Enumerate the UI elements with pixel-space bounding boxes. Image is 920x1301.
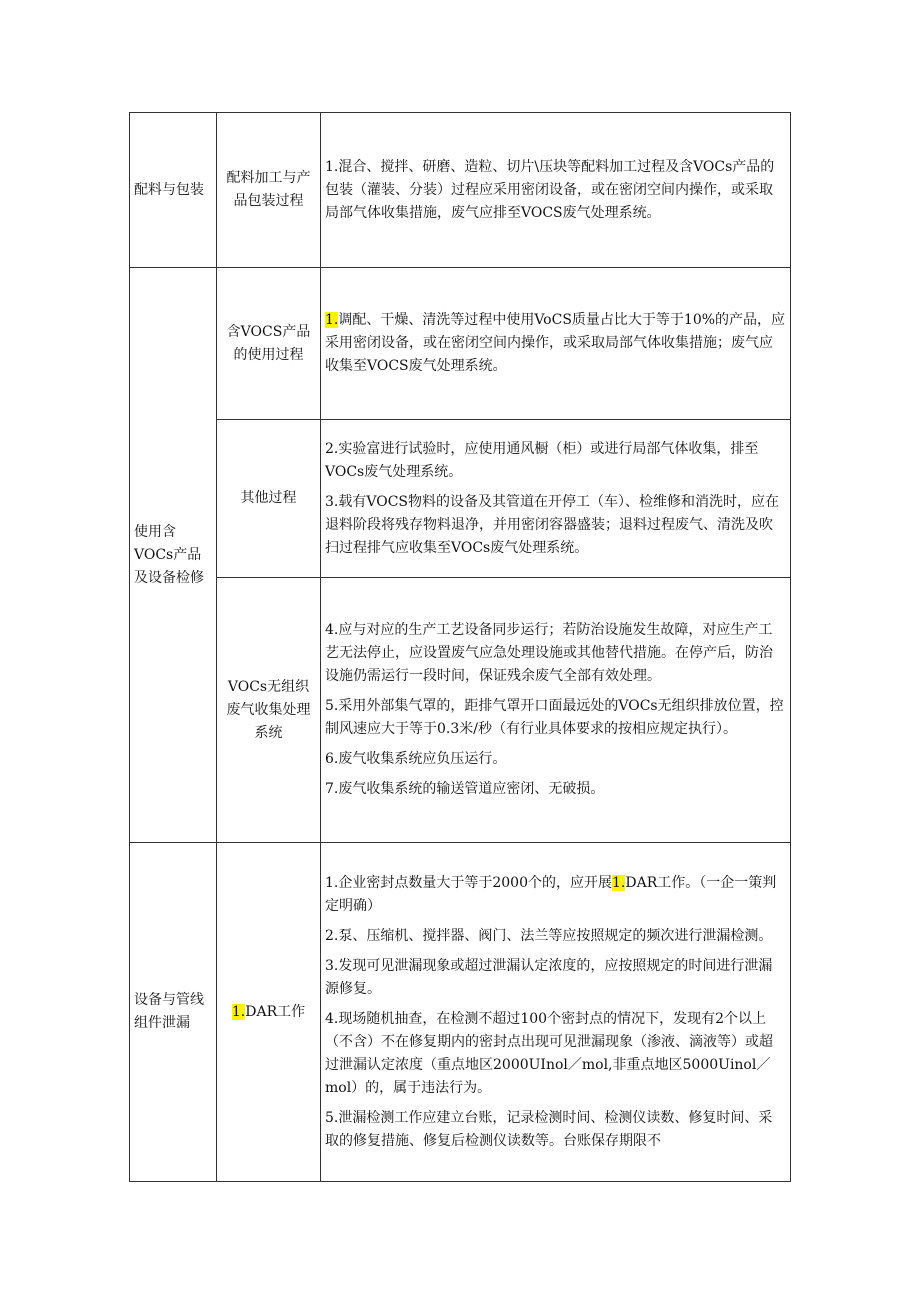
category-cell: 设备与管线组件泄漏 [130,843,217,1182]
requirement-item: 4.应与对应的生产工艺设备同步运行；若防治设施发生故障，对应生产工艺无法停止，应设置废气应急处理设施或其他替代措施。在停产后，防治设施仍需运行一段时间，保证残余废气全部有效处理。 [325,622,773,684]
highlighted-number: 1. [325,312,339,328]
requirement-cell [321,268,791,420]
subcategory-cell: 其他过程 [217,420,321,578]
requirement-item: 3.载有VOCS物料的设备及其管道在开停工（车）、检维修和消洗时，应在退料阶段将残存物料退净，并用密闭容器盛装；退料过程废气、清洗及吹扫过程排气应收集至VOCs废气处理系统。 [325,493,780,556]
requirements-table [129,112,791,1182]
requirement-cell [321,578,791,843]
subcategory-cell: VOCs无组织废气收集处理系统 [217,578,321,843]
requirement-text: 1.企业密封点数量大于等于2000个的，应开展 [325,874,612,891]
subcategory-cell: 含VOCS产品的使用过程 [217,268,321,420]
requirement-item: 3.发现可见泄漏现象或超过泄漏认定浓度的，应按照规定的时间进行泄漏源修复。 [325,957,773,997]
subcategory-text: DAR工作 [245,1003,306,1020]
requirement-cell [321,420,791,578]
subcategory-cell [217,843,321,1182]
requirement-item: 6.废气收集系统应负压运行。 [325,751,507,767]
requirement-item: 5.采用外部集气罩的，距排气罩开口面最远处的VOCs无组织排放位置，控制风速应大于等于0.3米/秒（有行业具体要求的按相应规定执行）。 [325,698,784,737]
category-cell: 使用含VOCs产品及设备检修 [130,268,217,843]
requirement-text: DAR工作。（一企一策判定明确） [325,874,777,914]
requirement-item: 2.实验富进行试验时，应使用通风橱（柜）或进行局部气体收集，排至VOCs废气处理系统。 [325,440,759,480]
category-cell: 配料与包装 [130,113,217,268]
requirement-cell [321,113,791,268]
requirement-item: 7.废气收集系统的输送管道应密闭、无破损。 [325,781,605,797]
requirement-text: 调配、干燥、清洗等过程中使用VoCS质量占比大于等于10%的产品，应采用密闭设备，或在密闭空间内操作，或采取局部气体收集措施；废气应收集至VOCS废气处理系统。 [325,312,786,374]
requirement-item: 4.现场随机抽查，在检测不超过100个密封点的情况下，发现有2个以上（不含）不在修复期内的密封点出现可见泄漏现象（渗液、滴液等）或超过泄漏认定浓度（重点地区2000UInol／mol,非重点地区5000Uinol／mol）的，属于违法行为。 [325,1010,773,1096]
requirement-cell [321,843,791,1182]
table-row [130,578,791,843]
highlighted-number: 1. [231,1003,246,1020]
requirement-item [325,872,786,918]
table-row [130,843,791,1182]
requirement-item: 5.泄漏检测工作应建立台账，记录检测时间、检测仪读数、修复时间、采取的修复措施、修复后检测仪读数等。台账保存期限不 [325,1109,773,1149]
requirement-item [325,309,786,378]
table-row [130,113,791,268]
requirement-item: 2.泵、压缩机、搅拌器、阀门、法兰等应按照规定的频次进行泄漏检测。 [325,927,773,944]
table-row [130,268,791,420]
requirement-item: 1.混合、搅拌、研磨、造粒、切片\压块等配料加工过程及含VOCs产品的包装（灌装、分装）过程应采用密闭设备，或在密闭空间内操作，或采取局部气体收集措施，废气应排至VOCS废气处理系统。 [325,158,775,221]
table-row [130,420,791,578]
highlighted-number: 1. [612,874,626,891]
subcategory-cell: 配料加工与产品包装过程 [217,113,321,268]
